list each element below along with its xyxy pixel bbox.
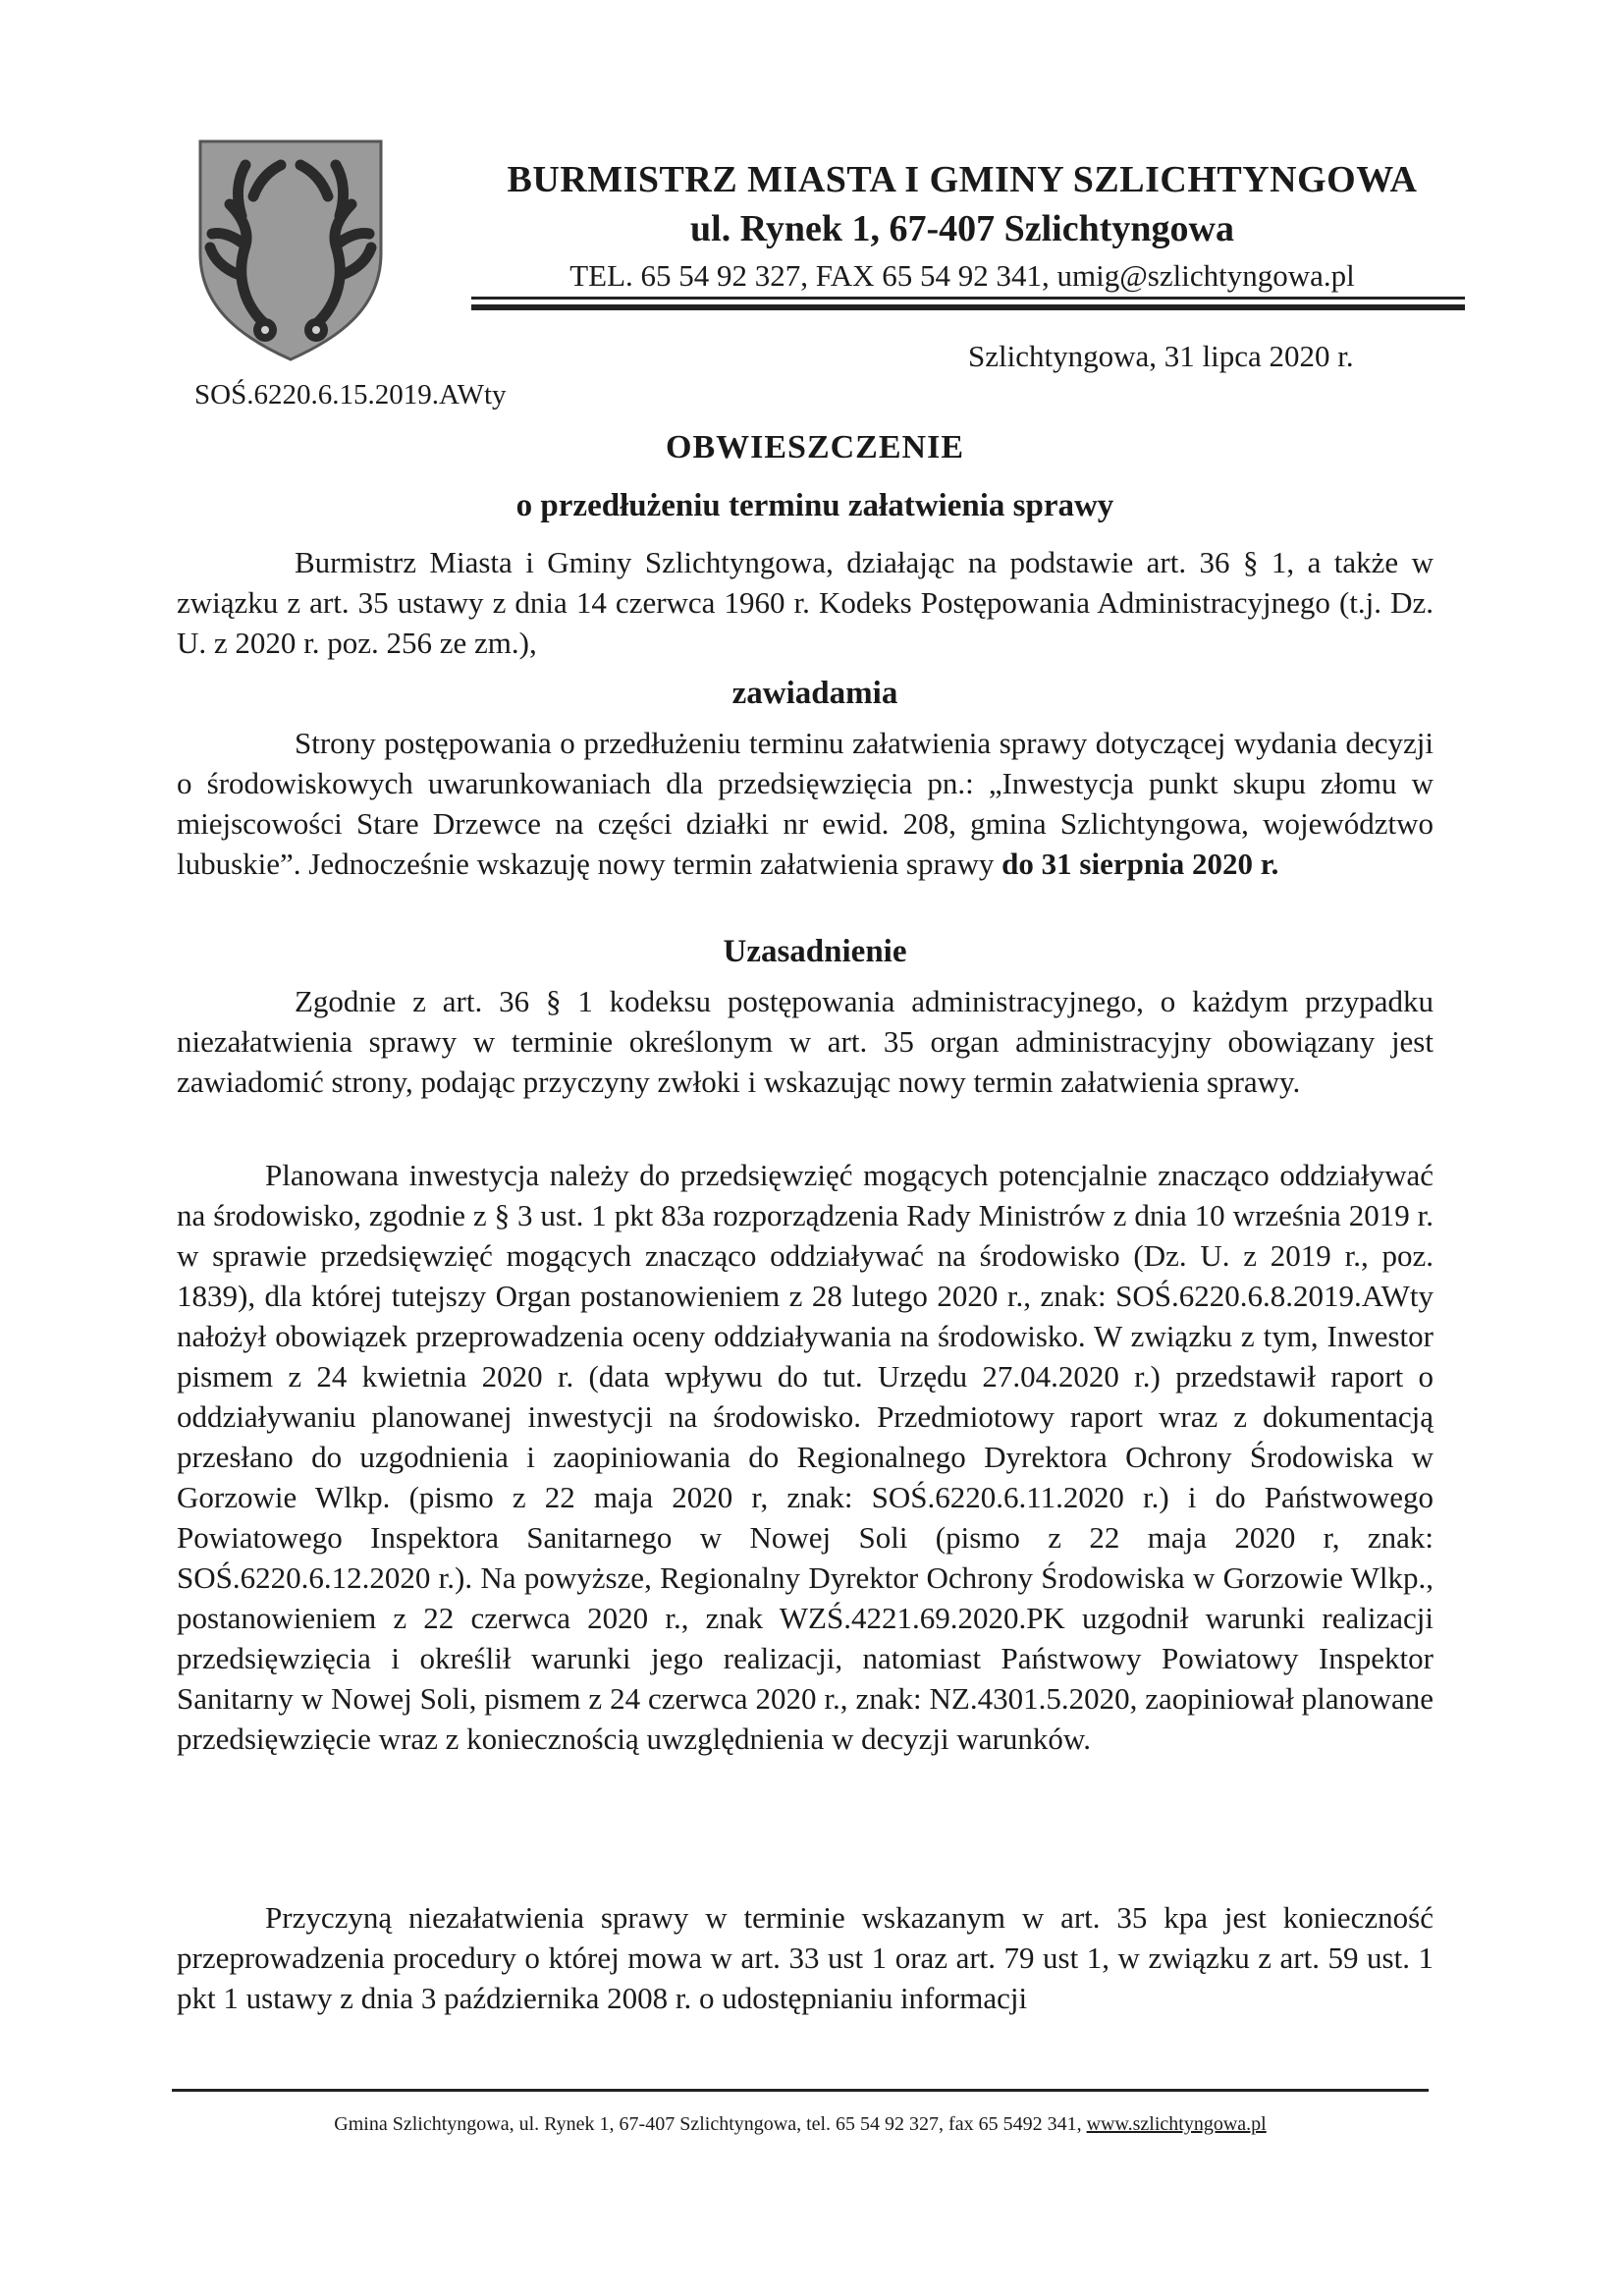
office-title: BURMISTRZ MIASTA I GMINY SZLICHTYNGOWA [507,159,1418,200]
document-heading: OBWIESZCZENIE [666,429,964,465]
justification-paragraph-1: Zgodnie z art. 36 § 1 kodeksu postępowania administracyjnego, o każdym przypadku niezałatwienia sprawy w terminie określonym w art. 35 organ administracyjny obowiązany jest zawiadomić strony, podając przyczyny zwłoki i wskazując nowy termin załatwienia sprawy. [177,984,1434,1099]
page-footer [172,2113,1429,2136]
coat-of-arms-icon [194,137,387,363]
header-divider-thick [471,304,1465,310]
notify-heading: zawiadamia [731,676,898,711]
notice-text: Strony postępowania o przedłużeniu terminu załatwienia sprawy dotyczącej wydania decyzji o środowiskowych uwarunkowaniach dla przedsięwzięcia pn.: „Inwestycja punkt skupu złomu w miejscowości Stare Drzewce na części działki nr ewid. 208, gmina Szlichtyngowa, województwo lubuskie”. Jednocześnie wskazuję nowy termin załatwienia sprawy [177,726,1434,881]
document-subheading: o przedłużeniu terminu załatwienia sprawy [515,488,1114,523]
office-contact: TEL. 65 54 92 327, FAX 65 54 92 341, umig@szlichtyngowa.pl [569,258,1355,293]
intro-paragraph: Burmistrz Miasta i Gminy Szlichtyngowa, działając na podstawie art. 36 § 1, a także w związku z art. 35 ustawy z dnia 14 czerwca 1960 r. Kodeks Postępowania Administracyjnego (t.j. Dz. U. z 2020 r. poz. 256 ze zm.), [177,545,1434,660]
footer-website-link[interactable]: www.szlichtyngowa.pl [1086,2113,1267,2135]
letterhead [461,155,1463,299]
header-divider [471,297,1465,300]
notice-paragraph [177,723,1434,884]
notice-deadline: do 31 sierpnia 2020 r. [1001,847,1279,881]
justification-paragraph-3: Przyczyną niezałatwienia sprawy w terminie wskazanym w art. 35 kpa jest konieczność przeprowadzenia procedury o której mowa w art. 33 ust 1 oraz art. 79 ust 1, w związku z art. 59 ust. 1 pkt 1 ustawy z dnia 3 października 2008 r. o udostępnianiu informacji [177,1900,1434,2015]
justification-heading: Uzasadnienie [723,934,907,969]
document-date: Szlichtyngowa, 31 lipca 2020 r. [968,339,1354,373]
justification-paragraph-2: Planowana inwestycja należy do przedsięwzięć mogących potencjalnie znacząco oddziaływać na środowisko, zgodnie z § 3 ust. 1 pkt 83a rozporządzenia Rady Ministrów z dnia 10 września 2019 r. w sprawie przedsięwzięć mogących znacząco oddziaływać na środowisko (Dz. U. z 2019 r., poz. 1839), dla której tutejszy Organ postanowieniem z 28 lutego 2020 r., znak: SOŚ.6220.6.8.2019.AWty nałożył obowiązek przeprowadzenia oceny oddziaływania na środowisko. W związku z tym, Inwestor pismem z 24 kwietnia 2020 r. (data wpływu do tut. Urzędu 27.04.2020 r.) przedstawił raport o oddziaływaniu planowanej inwestycji na środowisko. Przedmiotowy raport wraz z dokumentacją przesłano do uzgodnienia i zaopiniowania do Regionalnego Dyrektora Ochrony Środowiska w Gorzowie Wlkp. (pismo z 22 maja 2020 r, znak: SOŚ.6220.6.11.2020 r.) i do Państwowego Powiatowego Inspektora Sanitarnego w Nowej Soli (pismo z 22 maja 2020 r, znak: SOŚ.6220.6.12.2020 r.). Na powyższe, Regionalny Dyrektor Ochrony Środowiska w Gorzowie Wlkp., postanowieniem z 22 czerwca 2020 r., znak WZŚ.4221.69.2020.PK uzgodnił warunki realizacji przedsięwzięcia i określił warunki jego realizacji, natomiast Państwowy Powiatowy Inspektor Sanitarny w Nowej Soli, pismem z 24 czerwca 2020 r., znak: NZ.4301.5.2020, zaopiniował planowane przedsięwzięcie wraz z koniecznością uwzględnienia w decyzji warunków. [177,1158,1434,1756]
office-address: ul. Rynek 1, 67-407 Szlichtyngowa [690,208,1234,249]
reference-number: SOŚ.6220.6.15.2019.AWty [194,379,507,410]
footer-text: Gmina Szlichtyngowa, ul. Rynek 1, 67-407 Szlichtyngowa, tel. 65 54 92 327, fax 65 5492 341, [334,2113,1087,2135]
footer-divider [172,2089,1429,2092]
